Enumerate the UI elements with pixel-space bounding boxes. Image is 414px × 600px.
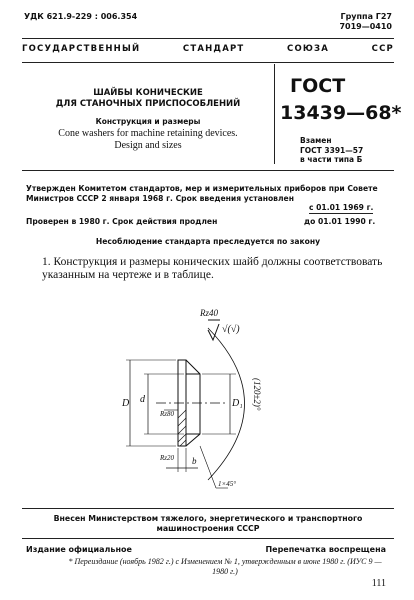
washer-drawing <box>96 298 296 498</box>
b-label: b <box>192 456 197 466</box>
rz20-label: Rz20 <box>160 454 174 462</box>
footer-mid-rule <box>22 538 394 539</box>
clause-1-text: 1. Конструкция и размеры конических шайб должны соответствовать указанным на чертеже и в таблице. <box>42 256 383 281</box>
replaces-part: в части типа Б <box>300 155 363 164</box>
introduced-by: Внесен Министерством тяжелого, энергетического и транспортного машиностроения СССР <box>53 514 363 533</box>
classifier-code: 7019—0410 <box>339 22 392 31</box>
end-date: до 01.01 1990 г. <box>304 217 376 226</box>
gost-label: ГОСТ <box>290 75 346 97</box>
start-date: с 01.01 1969 г. <box>309 203 374 212</box>
d-label: d <box>140 394 145 405</box>
group-label: Группа Г27 <box>340 12 392 21</box>
footer-top-rule <box>22 508 394 509</box>
title-line-2: ДЛЯ СТАНОЧНЫХ ПРИСПОСОБЛЕНИЙ <box>55 99 241 109</box>
clause-1 <box>26 256 394 282</box>
reprint-forbidden: Перепечатка воспрещена <box>265 545 386 554</box>
title-en-line-1: Cone washers for machine retaining devices. <box>58 128 238 139</box>
page-number: 111 <box>371 578 386 589</box>
D-label: D <box>122 398 130 409</box>
approval-text: Утвержден Комитетом стандартов, мер и измерительных приборов при Совете Министров СССР 2 января 1968 г. Срок введения установлен <box>26 184 378 203</box>
official-edition: Издание официальное <box>26 545 132 554</box>
title-ru <box>28 88 268 110</box>
udk-code: УДК 621.9-229 : 006.354 <box>24 12 138 21</box>
subtitle-ru: Конструкция и размеры <box>95 117 201 126</box>
replaces-block <box>300 136 363 165</box>
state-standard-banner: ГОСУДАРСТВЕННЫЙ СТАНДАРТ СОЮЗА ССР <box>22 44 394 54</box>
checked-text: Проверен в 1980 г. Срок действия продлен <box>26 217 218 226</box>
title-divider <box>274 64 275 164</box>
gost-number: 13439—68* <box>280 102 402 124</box>
reprint-note: * Переиздание (ноябрь 1982 г.) с Изменением № 1, утвержденным в июне 1980 г. (ИУС 9 — 1980 г.) <box>68 557 382 576</box>
D1-label: D₁ <box>232 398 243 409</box>
noncompliance-notice: Несоблюдение стандарта преследуется по закону <box>95 237 321 246</box>
title-en <box>28 128 268 152</box>
chamfer-leader <box>200 446 216 488</box>
replaces-label: Взамен <box>300 136 332 145</box>
angle-label: (120±2)° <box>252 378 262 411</box>
title-en-line-2: Design and sizes <box>114 140 182 151</box>
roughness-check-icon <box>208 324 219 340</box>
title-line-1: ШАЙБЫ КОНИЧЕСКИЕ <box>93 88 203 98</box>
banner-rule <box>22 62 394 63</box>
top-rule <box>22 38 394 39</box>
roughness-check-label: √(√) <box>222 324 240 335</box>
rz80-label: Rz80 <box>160 410 174 418</box>
header-bottom-rule <box>22 170 394 171</box>
section-hatch <box>178 410 186 446</box>
replaces-standard: ГОСТ 3391—57 <box>300 145 364 155</box>
rz40-label: Rz40 <box>200 308 218 318</box>
group-code <box>339 12 392 32</box>
chamfer-label: 1×45° <box>218 480 237 488</box>
